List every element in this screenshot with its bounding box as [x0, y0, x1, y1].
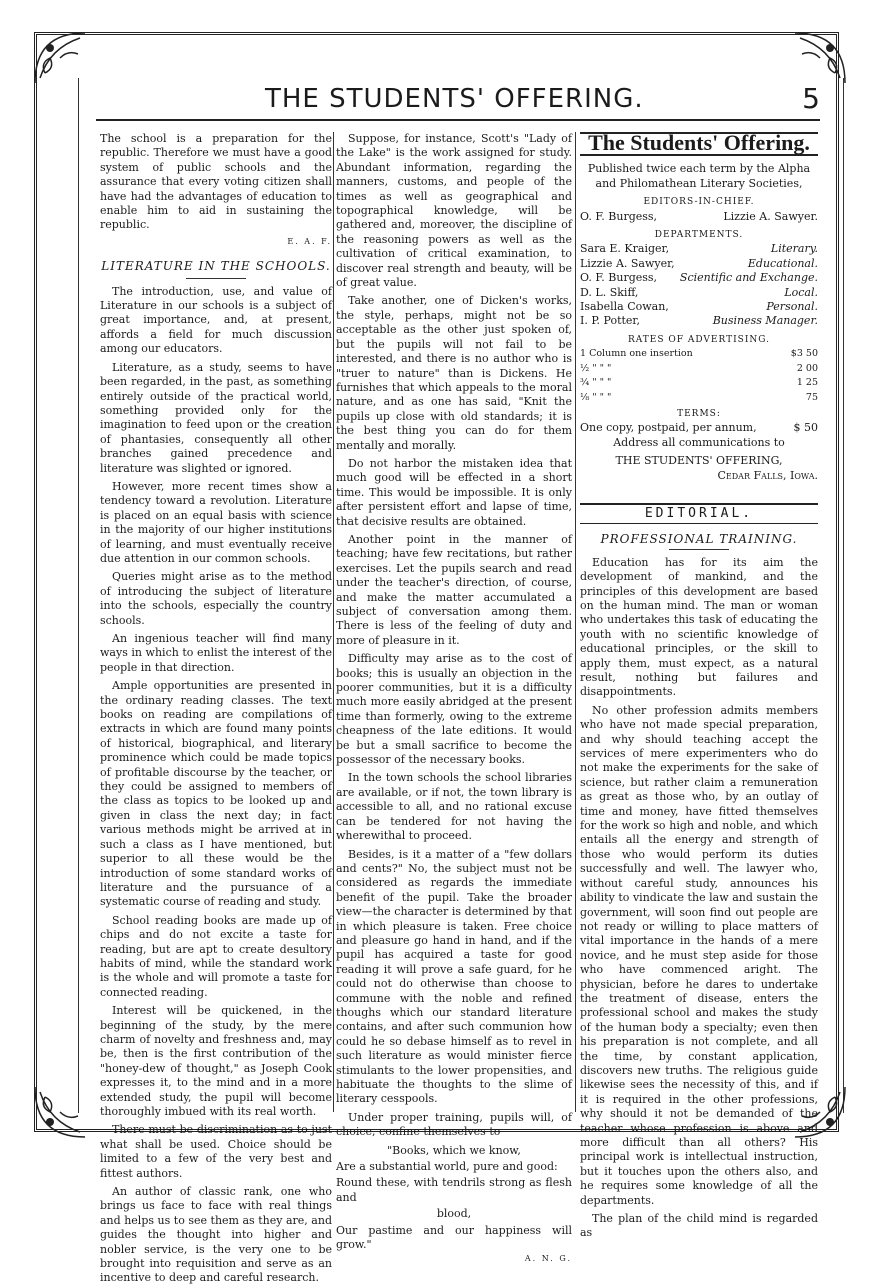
- page-header: [90, 82, 820, 118]
- department-row: [580, 300, 818, 314]
- department-name: I. P. Potter,: [580, 314, 640, 328]
- paragraph: Take another, one of Dicken's works, the style, perhaps, might not be so acceptable as the other just spoken of, but the pupils will not fail to be interested, and there is no author who is "truer to nature" than is Dickens. He furnishes that which appeals to the moral nature, and as one has said, "Knit the pupils up close with old standards; it is the best thing you can do for them mentally and morally.: [336, 294, 572, 452]
- column-3: [580, 130, 818, 1240]
- address-line: Address all communications to: [613, 435, 785, 449]
- rate-row: [580, 362, 818, 376]
- paragraph: No other profession admits members who have not made special preparation, and why should teaching accept the services of mere experimenters who do not make the experiments for the sake of science, but rather claim a remuneration as great as those who, by an outlay of time and money, have fitted themselves for the work so high and noble, and which entails all the energy and strength of those who would perform its duties successfully and well. The lawyer who, without careful study, announces his ability to vindicate the law and sustain the government, will soon find out people are not ready or willing to place matters of vital importance in the hands of a mere novice, and he must step aside for those who have commenced aright. The physician, before he dares to undertake the treatment of disease, enters the professional school and makes the study of the human body a specialty; even then his preparation is not complete, and all the time, by constant application, discovers new truths. The religious guide likewise sees the necessity of this, and if it is required in the other professions, why should it not be demanded of the teacher whose profession is above and more difficult than all others? His principal work is intellectual instruction, but it touches upon the others also, and he requires some knowledge of all the departments.: [580, 703, 818, 1207]
- section-rule: [669, 549, 729, 550]
- department-name: D. L. Skiff,: [580, 285, 639, 299]
- rate-row: [580, 391, 818, 405]
- department-role: Literary.: [770, 242, 818, 256]
- column-divider: [333, 132, 334, 1112]
- rate-price: 75: [805, 391, 818, 403]
- terms-price: $ 50: [793, 421, 818, 435]
- editors-row: [580, 210, 818, 224]
- address-name: THE STUDENTS' OFFERING,: [615, 454, 783, 468]
- signature: E. A. F.: [287, 236, 332, 246]
- paragraph: Difficulty may arise as to the cost of books; this is usually an objection in the poorer communities, but it is a difficulty much more easily abridged at the present time than formerly, owing to the extreme cheapness of the late editions. It would be but a small sacrifice to become the possessor of the necessary books.: [336, 652, 572, 767]
- department-row: [580, 286, 818, 300]
- editorial-heading: EDITORIAL.: [580, 503, 818, 524]
- departments-label: DEPARTMENTS.: [654, 230, 744, 241]
- terms-label: TERMS:: [677, 408, 721, 419]
- editorial-section-title: PROFESSIONAL TRAINING.: [600, 532, 798, 547]
- department-role: Scientific and Exchange.: [679, 271, 818, 285]
- paragraph: Literature, as a study, seems to have been regarded, in the past, as something entirely outside of the practical world, something provided only for the imagination to feed upon or the creation of phantasies, consequently all other branches gained precedence and literature was slighted or ignored.: [100, 360, 332, 475]
- terms-row: [580, 421, 818, 435]
- page-number: 5: [802, 82, 820, 115]
- terms-line: One copy, postpaid, per annum,: [580, 421, 757, 435]
- paragraph: Education has for its aim the development of mankind, and the principles of this development are based on the human mind. The man or woman who undertakes this task of educating the youth with no scientific knowledge of educational principles, or the skill to apply them, must expect, as a natural result, nothing but failures and disappointments.: [580, 555, 818, 699]
- department-name: Lizzie A. Sawyer,: [580, 256, 675, 270]
- section-rule: [186, 278, 246, 279]
- paragraph: Do not harbor the mistaken idea that much good will be effected in a short time. This would be impossible. It is only after persistent effort and lapse of time, that decisive results are obtained.: [336, 456, 572, 528]
- paragraph: Ample opportunities are presented in the ordinary reading classes. The text books on reading are compilations of extracts in which are found many points of historical, biographical, and literary prominence which could be made topics of profitable discourse by the teacher, or they could be assigned to members of the class as topics to be looked up and given in class the next day; in fact various methods might be arrived at in such a class as I have mentioned, but superior to all these would be the introduction of some standard works of literature and the pursuance of a systematic course of reading and study.: [100, 679, 332, 909]
- section-title: LITERATURE IN THE SCHOOLS.: [101, 259, 331, 274]
- rates-label: RATES OF ADVERTISING.: [628, 334, 770, 345]
- editor-name: O. F. Burgess,: [580, 209, 658, 223]
- department-row: [580, 257, 818, 271]
- paragraph: The introduction, use, and value of Literature in our schools is a subject of great importance, and, at present, affords a field for much discussion among our educators.: [100, 284, 332, 356]
- corner-ornament-icon: [30, 1082, 90, 1142]
- rate-price: $3 50: [790, 348, 818, 360]
- intro-paragraph: The school is a preparation for the republic. Therefore we must have a good system of public schools and the assurance that every voting citizen shall have had the advantages of education to enable him to aid in sustaining the republic.: [100, 132, 332, 232]
- rate-label: ½ " " ": [580, 362, 612, 374]
- department-name: Sara E. Kraiger,: [580, 242, 670, 256]
- rate-row: [580, 376, 818, 390]
- paragraph: In the town schools the school libraries are available, or if not, the town library is accessible to all, and no rational excuse can be tendered for not having the wherewithal to proceed.: [336, 771, 572, 843]
- column-divider: [575, 132, 576, 1112]
- paragraph: An ingenious teacher will find many ways in which to enlist the interest of the people in that direction.: [100, 632, 332, 674]
- paragraph: However, more recent times show a tendency toward a revolution. Literature is placed on an equal basis with science in the majority of our higher institutions of learning, and must eventually receive due attention in our common schools.: [100, 479, 332, 565]
- rate-label: ⅛ " " ": [580, 391, 612, 403]
- rate-label: ¾ " " ": [580, 377, 612, 389]
- department-name: O. F. Burgess,: [580, 271, 658, 285]
- department-role: Business Manager.: [712, 314, 818, 328]
- department-role: Local.: [784, 285, 818, 299]
- department-row: [580, 271, 818, 285]
- department-role: Personal.: [766, 300, 818, 314]
- paragraph: School reading books are made up of chips and do not excite a taste for reading, but are apt to create desultory habits of mind, while the standard work is the whole and will promote a taste for connected reading.: [100, 913, 332, 999]
- column-2: [336, 132, 572, 1264]
- paragraph: Interest will be quickened, in the beginning of the study, by the mere charm of novelty and freshness and, may be, then is the first contribution of the "honey-dew of thought," as Joseph Cook expresses it, to the mind and in a more extended study, the pupil will become thoroughly imbued with its real worth.: [100, 1004, 332, 1118]
- paragraph: Besides, is it a matter of a "few dollars and cents?" No, the subject must not be considered as regards the immediate benefit of the pupil. Take the broader view—the character is determined by that in which pleasure is taken. Free choice and pleasure go hand in hand, and if the pupil has acquired a taste for good reading it will prove a safe guard, for he could not do otherwise than choose to commune with the noble and refined thoughs which our standard literature contains, and after such communion how could he so debase himself as to revel in such literature as would minister fierce stimulants to the lower propensities, and habituate the thoughts to the slime of literary cesspools.: [336, 847, 572, 1106]
- poem-line: Round these, with tendrils strong as flesh and: [336, 1176, 572, 1204]
- paragraph: There must be discrimination as to just what shall be used. Choice should be limited to a few of the very best and fittest authors.: [100, 1123, 332, 1180]
- page-title: THE STUDENTS' OFFERING.: [265, 84, 644, 114]
- header-rule: [96, 119, 820, 121]
- rate-label: 1 Column one insertion: [580, 348, 693, 360]
- corner-ornament-icon: [30, 28, 90, 88]
- department-row: [580, 314, 818, 328]
- rate-price: 2 00: [796, 362, 818, 374]
- poem-line: "Books, which we know,: [387, 1143, 521, 1157]
- poem-line: Are a substantial world, pure and good:: [336, 1160, 558, 1174]
- paragraph: Another point in the manner of teaching; have few recitations, but rather exercises. Let the pupils search and read under the teacher's direction, of course, and make the matter accumulated a subject of conversation among them. There is less of the feeling of duty and more of pleasure in it.: [336, 532, 572, 647]
- signature: A. N. G.: [524, 1254, 572, 1264]
- department-name: Isabella Cowan,: [580, 300, 669, 314]
- masthead-title: The Students' Offering.: [588, 130, 810, 155]
- editor-name: Lizzie A. Sawyer.: [723, 209, 818, 223]
- rate-row: [580, 347, 818, 361]
- paragraph: Under proper training, pupils will, of choice, confine themselves to: [336, 1110, 572, 1139]
- column-1: [100, 132, 332, 1285]
- masthead: [580, 132, 818, 156]
- department-row: [580, 242, 818, 256]
- poem-line: Our pastime and our happiness will grow.": [336, 1223, 572, 1252]
- paragraph: Suppose, for instance, Scott's "Lady of the Lake" is the work assigned for study. Abundant information, regarding the manners, customs, and people of the times as well as geographical and topographical knowledge, will be gathered and, moreover, the discipline of the reasoning powers as well as the cultivation of critical examination, to discover real strength and beauty, will be of great value.: [336, 132, 572, 290]
- publication-note: Published twice each term by the Alpha and Philomathean Literary Societies,: [587, 162, 811, 190]
- paragraph: Queries might arise as to the method of introducing the subject of literature into the schools, especially the country schools.: [100, 570, 332, 627]
- corner-ornament-icon: [790, 28, 850, 88]
- poem-line: blood,: [436, 1207, 472, 1221]
- department-role: Educational.: [747, 256, 818, 270]
- rate-price: 1 25: [796, 377, 818, 389]
- paragraph: The plan of the child mind is regarded as: [580, 1212, 818, 1240]
- paragraph: An author of classic rank, one who brings us face to face with real things and helps us to see them as they are, and guides the thought into higher and nobler service, is the very one to be brought into requisition and serve as an incentive to deep and careful research.: [100, 1185, 332, 1285]
- editors-label: EDITORS-IN-CHIEF.: [643, 197, 755, 208]
- address-city: Cedar Falls, Iowa.: [717, 468, 818, 482]
